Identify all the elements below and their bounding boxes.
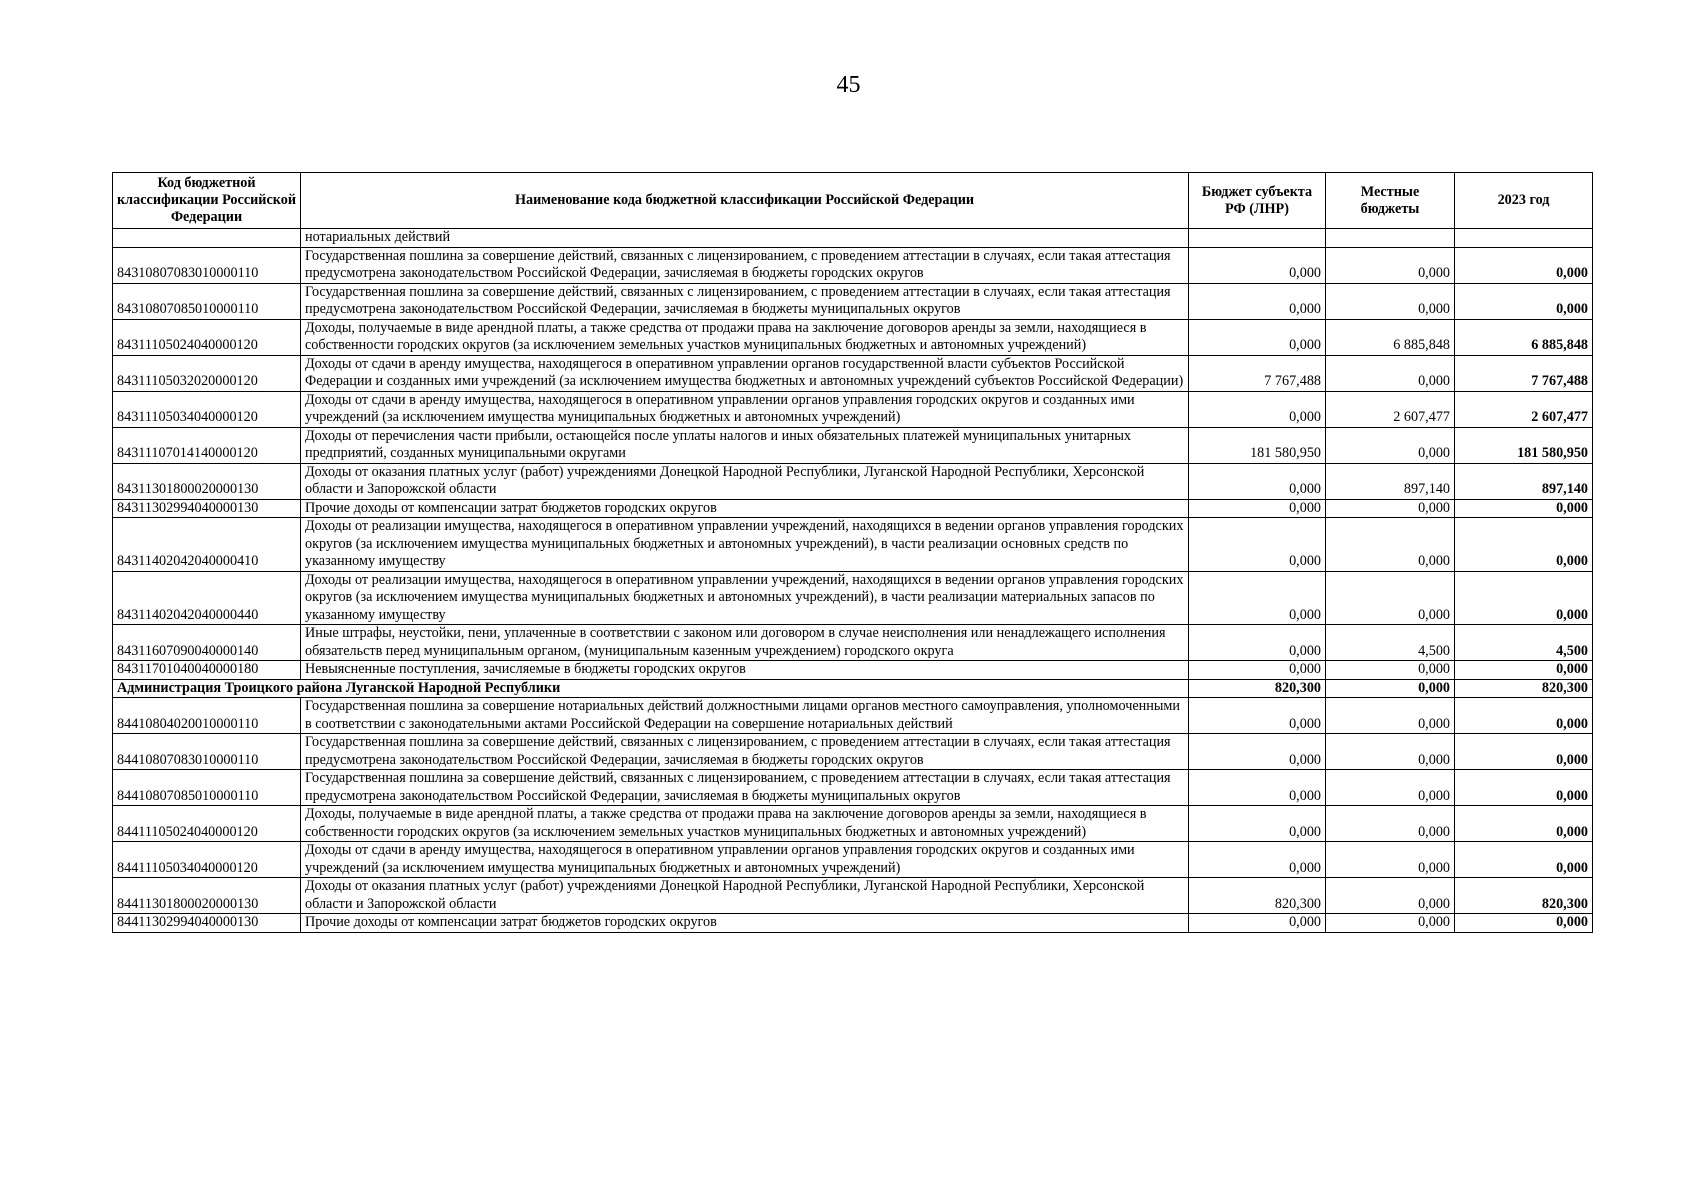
year-total-cell: 820,300 [1455, 878, 1593, 914]
local-budget-cell: 0,000 [1326, 914, 1455, 933]
code-cell: 84411105024040000120 [113, 806, 301, 842]
subject-budget-cell: 0,000 [1189, 247, 1326, 283]
year-total-cell: 2 607,477 [1455, 391, 1593, 427]
subject-budget-cell: 0,000 [1189, 518, 1326, 572]
code-cell: 84410807085010000110 [113, 770, 301, 806]
year-total-cell: 0,000 [1455, 914, 1593, 933]
page-number: 45 [836, 72, 861, 98]
subject-budget-cell: 0,000 [1189, 806, 1326, 842]
table-row [113, 518, 1593, 572]
local-budget-cell: 897,140 [1326, 463, 1455, 499]
name-cell: Доходы от оказания платных услуг (работ) учреждениями Донецкой Народной Республики, Луганской Народной Республики, Херсонской области и Запорожской области [301, 463, 1189, 499]
table-row [113, 806, 1593, 842]
subject-budget-cell: 0,000 [1189, 319, 1326, 355]
subject-budget-cell: 0,000 [1189, 698, 1326, 734]
year-total-cell: 181 580,950 [1455, 427, 1593, 463]
code-cell: 84311302994040000130 [113, 499, 301, 518]
code-cell: 84311107014140000120 [113, 427, 301, 463]
subject-budget-cell: 0,000 [1189, 463, 1326, 499]
table-row [113, 625, 1593, 661]
table-row [113, 319, 1593, 355]
name-cell: нотариальных действий [301, 229, 1189, 248]
table-body [113, 229, 1593, 933]
section-subject-budget: 820,300 [1189, 679, 1326, 698]
table-row [113, 427, 1593, 463]
name-cell: Доходы, получаемые в виде арендной платы, а также средства от продажи права на заключение договоров аренды за земли, находящиеся в собственности городских округов (за исключением земельных участков муниципальных бюджетных и автономных учреждений) [301, 806, 1189, 842]
subject-budget-cell [1189, 229, 1326, 248]
section-title: Администрация Троицкого района Луганской Народной Республики [113, 679, 1189, 698]
name-cell: Государственная пошлина за совершение действий, связанных с лицензированием, с проведением аттестации в случаях, если такая аттестация предусмотрена законодательством Российской Федерации, зачисляемая в бюджеты городских округов [301, 247, 1189, 283]
budget-table [112, 172, 1593, 933]
year-total-cell: 0,000 [1455, 734, 1593, 770]
name-cell: Доходы от оказания платных услуг (работ) учреждениями Донецкой Народной Республики, Луганской Народной Республики, Херсонской области и Запорожской области [301, 878, 1189, 914]
subject-budget-cell: 0,000 [1189, 914, 1326, 933]
year-total-cell: 0,000 [1455, 698, 1593, 734]
year-total-cell: 0,000 [1455, 770, 1593, 806]
local-budget-cell: 0,000 [1326, 499, 1455, 518]
table-row [113, 698, 1593, 734]
subject-budget-cell: 0,000 [1189, 842, 1326, 878]
code-cell: 84311402042040000440 [113, 571, 301, 625]
subject-budget-cell: 7 767,488 [1189, 355, 1326, 391]
year-total-cell: 0,000 [1455, 842, 1593, 878]
table-header-row [113, 173, 1593, 229]
header-local-budgets: Местные бюджеты [1326, 173, 1455, 229]
code-cell: 84311701040040000180 [113, 661, 301, 680]
name-cell: Иные штрафы, неустойки, пени, уплаченные в соответствии с законом или договором в случае неисполнения или ненадлежащего исполнения обязательств перед муниципальным органом, (муниципальным казенным учреждением) городского округа [301, 625, 1189, 661]
name-cell: Государственная пошлина за совершение действий, связанных с лицензированием, с проведением аттестации в случаях, если такая аттестация предусмотрена законодательством Российской Федерации, зачисляемая в бюджеты муниципальных округов [301, 770, 1189, 806]
year-total-cell: 0,000 [1455, 247, 1593, 283]
local-budget-cell: 0,000 [1326, 571, 1455, 625]
code-cell: 84311105034040000120 [113, 391, 301, 427]
year-total-cell: 6 885,848 [1455, 319, 1593, 355]
code-cell: 84311607090040000140 [113, 625, 301, 661]
code-cell: 84410807083010000110 [113, 734, 301, 770]
code-cell: 84411302994040000130 [113, 914, 301, 933]
local-budget-cell: 0,000 [1326, 878, 1455, 914]
table-row [113, 229, 1593, 248]
year-total-cell: 0,000 [1455, 806, 1593, 842]
local-budget-cell: 0,000 [1326, 734, 1455, 770]
name-cell: Доходы, получаемые в виде арендной платы, а также средства от продажи права на заключение договоров аренды за земли, находящиеся в собственности городских округов (за исключением земельных участков муниципальных бюджетных и автономных учреждений) [301, 319, 1189, 355]
name-cell: Прочие доходы от компенсации затрат бюджетов городских округов [301, 499, 1189, 518]
name-cell: Доходы от реализации имущества, находящегося в оперативном управлении учреждений, находящихся в ведении органов управления городских округов (за исключением имущества муниципальных бюджетных и автономных учреждений), в части реализации материальных запасов по указанному имуществу [301, 571, 1189, 625]
local-budget-cell: 0,000 [1326, 770, 1455, 806]
local-budget-cell: 2 607,477 [1326, 391, 1455, 427]
code-cell: 84310807083010000110 [113, 247, 301, 283]
local-budget-cell: 0,000 [1326, 355, 1455, 391]
code-cell: 84311402042040000410 [113, 518, 301, 572]
local-budget-cell: 0,000 [1326, 806, 1455, 842]
subject-budget-cell: 0,000 [1189, 661, 1326, 680]
year-total-cell: 0,000 [1455, 518, 1593, 572]
year-total-cell: 0,000 [1455, 499, 1593, 518]
table-row [113, 571, 1593, 625]
local-budget-cell: 6 885,848 [1326, 319, 1455, 355]
table-row [113, 842, 1593, 878]
subject-budget-cell: 0,000 [1189, 391, 1326, 427]
code-cell: 84311301800020000130 [113, 463, 301, 499]
section-year-total: 820,300 [1455, 679, 1593, 698]
table-row [113, 463, 1593, 499]
code-cell: 84411301800020000130 [113, 878, 301, 914]
header-code: Код бюджетной классификации Российской Федерации [113, 173, 301, 229]
code-cell: 84311105024040000120 [113, 319, 301, 355]
table-row [113, 661, 1593, 680]
table-row [113, 355, 1593, 391]
name-cell: Государственная пошлина за совершение действий, связанных с лицензированием, с проведением аттестации в случаях, если такая аттестация предусмотрена законодательством Российской Федерации, зачисляемая в бюджеты муниципальных округов [301, 283, 1189, 319]
local-budget-cell: 0,000 [1326, 283, 1455, 319]
table-row [113, 878, 1593, 914]
subject-budget-cell: 0,000 [1189, 499, 1326, 518]
subject-budget-cell: 0,000 [1189, 734, 1326, 770]
subject-budget-cell: 820,300 [1189, 878, 1326, 914]
table-row [113, 734, 1593, 770]
year-total-cell: 7 767,488 [1455, 355, 1593, 391]
name-cell: Доходы от сдачи в аренду имущества, находящегося в оперативном управлении органов государственной власти субъектов Российской Федерации и созданных ими учреждений (за исключением имущества бюджетных и автономных учреждений субъектов Российской Федерации) [301, 355, 1189, 391]
code-cell: 84411105034040000120 [113, 842, 301, 878]
header-year: 2023 год [1455, 173, 1593, 229]
local-budget-cell: 0,000 [1326, 427, 1455, 463]
local-budget-cell: 0,000 [1326, 518, 1455, 572]
name-cell: Прочие доходы от компенсации затрат бюджетов городских округов [301, 914, 1189, 933]
year-total-cell: 0,000 [1455, 571, 1593, 625]
name-cell: Невыясненные поступления, зачисляемые в бюджеты городских округов [301, 661, 1189, 680]
local-budget-cell: 0,000 [1326, 247, 1455, 283]
section-row [113, 679, 1593, 698]
header-subject-budget: Бюджет субъекта РФ (ЛНР) [1189, 173, 1326, 229]
subject-budget-cell: 0,000 [1189, 625, 1326, 661]
local-budget-cell: 0,000 [1326, 661, 1455, 680]
local-budget-cell [1326, 229, 1455, 248]
year-total-cell [1455, 229, 1593, 248]
subject-budget-cell: 0,000 [1189, 571, 1326, 625]
year-total-cell: 0,000 [1455, 661, 1593, 680]
local-budget-cell: 0,000 [1326, 842, 1455, 878]
code-cell: 84311105032020000120 [113, 355, 301, 391]
table-row [113, 283, 1593, 319]
name-cell: Доходы от перечисления части прибыли, остающейся после уплаты налогов и иных обязательных платежей муниципальных унитарных предприятий, созданных муниципальными округами [301, 427, 1189, 463]
code-cell: 84310807085010000110 [113, 283, 301, 319]
subject-budget-cell: 181 580,950 [1189, 427, 1326, 463]
table-row [113, 499, 1593, 518]
subject-budget-cell: 0,000 [1189, 283, 1326, 319]
subject-budget-cell: 0,000 [1189, 770, 1326, 806]
year-total-cell: 897,140 [1455, 463, 1593, 499]
header-name: Наименование кода бюджетной классификации Российской Федерации [301, 173, 1189, 229]
local-budget-cell: 0,000 [1326, 698, 1455, 734]
local-budget-cell: 4,500 [1326, 625, 1455, 661]
table-row [113, 391, 1593, 427]
name-cell: Доходы от сдачи в аренду имущества, находящегося в оперативном управлении органов управления городских округов и созданных ими учреждений (за исключением имущества муниципальных бюджетных и автономных учреждений) [301, 391, 1189, 427]
section-local-budget: 0,000 [1326, 679, 1455, 698]
table-row [113, 914, 1593, 933]
table-row [113, 247, 1593, 283]
table-row [113, 770, 1593, 806]
name-cell: Государственная пошлина за совершение действий, связанных с лицензированием, с проведением аттестации в случаях, если такая аттестация предусмотрена законодательством Российской Федерации, зачисляемая в бюджеты городских округов [301, 734, 1189, 770]
code-cell: 84410804020010000110 [113, 698, 301, 734]
name-cell: Доходы от реализации имущества, находящегося в оперативном управлении учреждений, находящихся в ведении органов управления городских округов (за исключением имущества муниципальных бюджетных и автономных учреждений), в части реализации основных средств по указанному имуществу [301, 518, 1189, 572]
name-cell: Государственная пошлина за совершение нотариальных действий должностными лицами органов местного самоуправления, уполномоченными в соответствии с законодательными актами Российской Федерации на совершение нотариальных действий [301, 698, 1189, 734]
year-total-cell: 0,000 [1455, 283, 1593, 319]
code-cell [113, 229, 301, 248]
year-total-cell: 4,500 [1455, 625, 1593, 661]
name-cell: Доходы от сдачи в аренду имущества, находящегося в оперативном управлении органов управления городских округов и созданных ими учреждений (за исключением имущества муниципальных бюджетных и автономных учреждений) [301, 842, 1189, 878]
